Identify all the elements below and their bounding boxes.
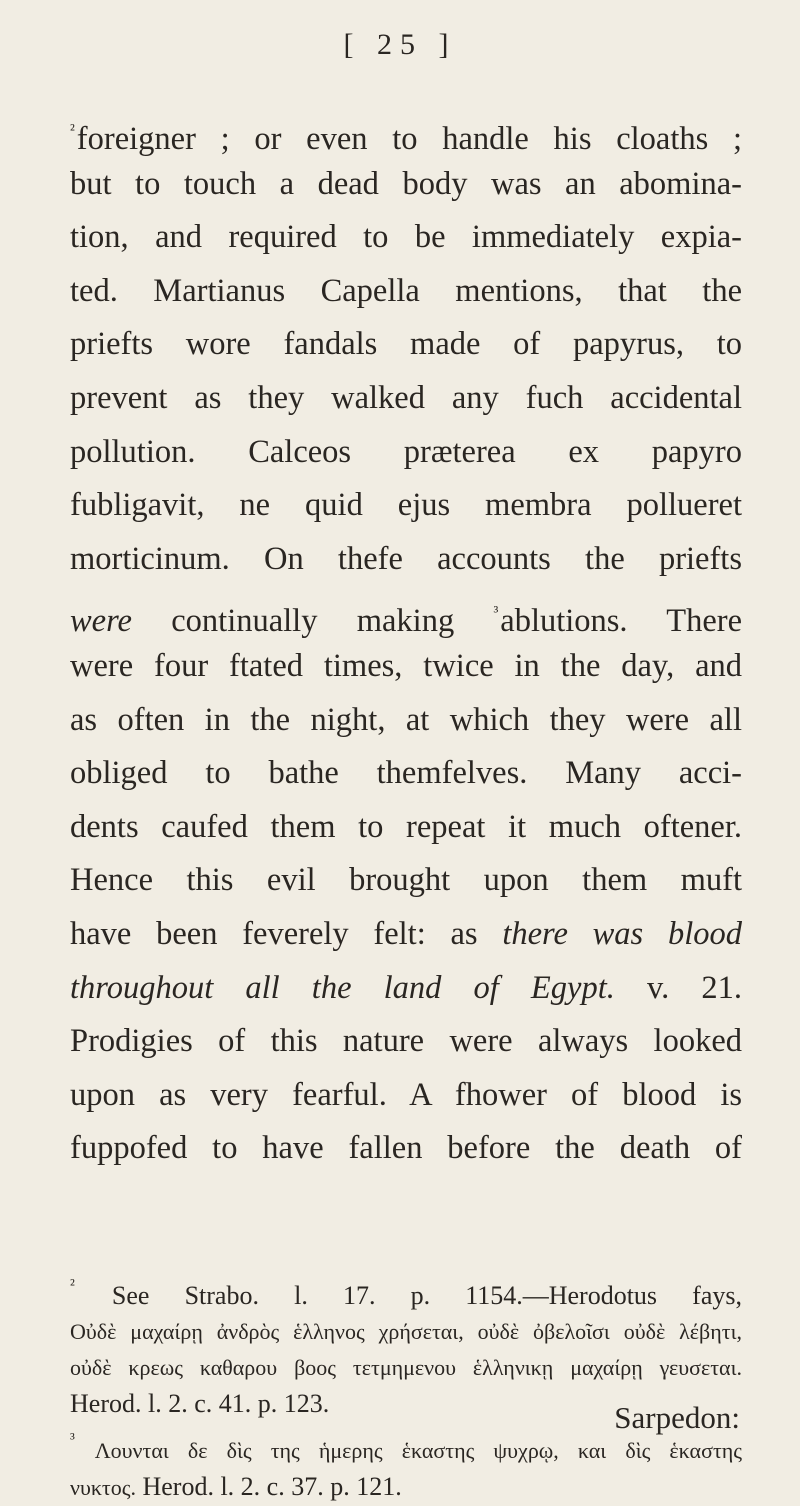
text-line: upon as very fearful. A fhower of blood is: [70, 1076, 742, 1113]
text-line: were continually making $^{^3}$ablutions. There: [70, 603, 742, 640]
text-line: fubligavit, ne quid ejus membra pollueret: [70, 487, 742, 524]
footnote-marker: ²: [70, 122, 75, 139]
text-line: ted. Martianus Capella mentions, that the: [70, 272, 742, 309]
text-line: morticinum. On thefe accounts the priefts: [70, 540, 742, 577]
citation: νυκτος. Herod. l. 2. c. 37. p. 121.: [70, 1472, 402, 1501]
citation: Herod. l. 2. c. 41. p. 123.: [70, 1389, 330, 1418]
footnote-marker: ³: [493, 604, 499, 622]
text-line: prevent as they walked any fuch accidental: [70, 379, 742, 416]
text-line: Prodigies of this nature were always looked: [70, 1023, 742, 1060]
footnote-2: $^{^2}$ See Strabo. l. 17. p. 1154.—Herodotus fays,: [70, 1277, 742, 1310]
catchword: Sarpedon:: [614, 1400, 740, 1435]
footnote-3: $^{^3}$ Λουνται δε δὶς της ἡμερης ἑκαστης ψυχρῳ, και δὶς ἑκαστης: [70, 1431, 743, 1463]
text-line: were four ftated times, twice in the day, and: [70, 647, 742, 684]
text-line: pollution. Calceos præterea ex papyro: [70, 433, 742, 470]
text-line: have been feverely felt: as there was blood: [70, 915, 742, 952]
text-line: but to touch a dead body was an abomina-: [70, 165, 742, 202]
text-line: as often in the night, at which they were all: [70, 701, 742, 738]
main-text: [70, 104, 742, 1176]
text-line: obliged to bathe themfelves. Many acci-: [70, 755, 742, 792]
text-line: Hence this evil brought upon them muft: [70, 862, 742, 899]
text-line: throughout all the land of Egypt. v. 21.: [70, 969, 742, 1006]
text-line: fuppofed to have fallen before the death of: [70, 1130, 742, 1167]
text-line: tion, and required to be immediately expia-: [70, 219, 742, 256]
text-line: $^{^2}$foreigner ; or even to handle his cloaths ;: [70, 121, 742, 157]
text-line: priefts wore fandals made of papyrus, to: [70, 326, 742, 363]
footnotes: [70, 1268, 742, 1506]
text-line: dents caufed them to repeat it much oftener.: [70, 808, 742, 845]
greek-quote: οὐδὲ κρεως καθαρου βοος τετμημενου ἑλληνικῃ μαχαίρῃ γευσεται.: [70, 1355, 742, 1380]
page-header: [ 25 ]: [343, 28, 457, 61]
greek-quote: Οὐδὲ μαχαίρῃ ἀνδρὸς ἑλληνος χρήσεται, οὐδὲ ὀβελοῖσι οὐδὲ λέβητι,: [70, 1319, 742, 1344]
